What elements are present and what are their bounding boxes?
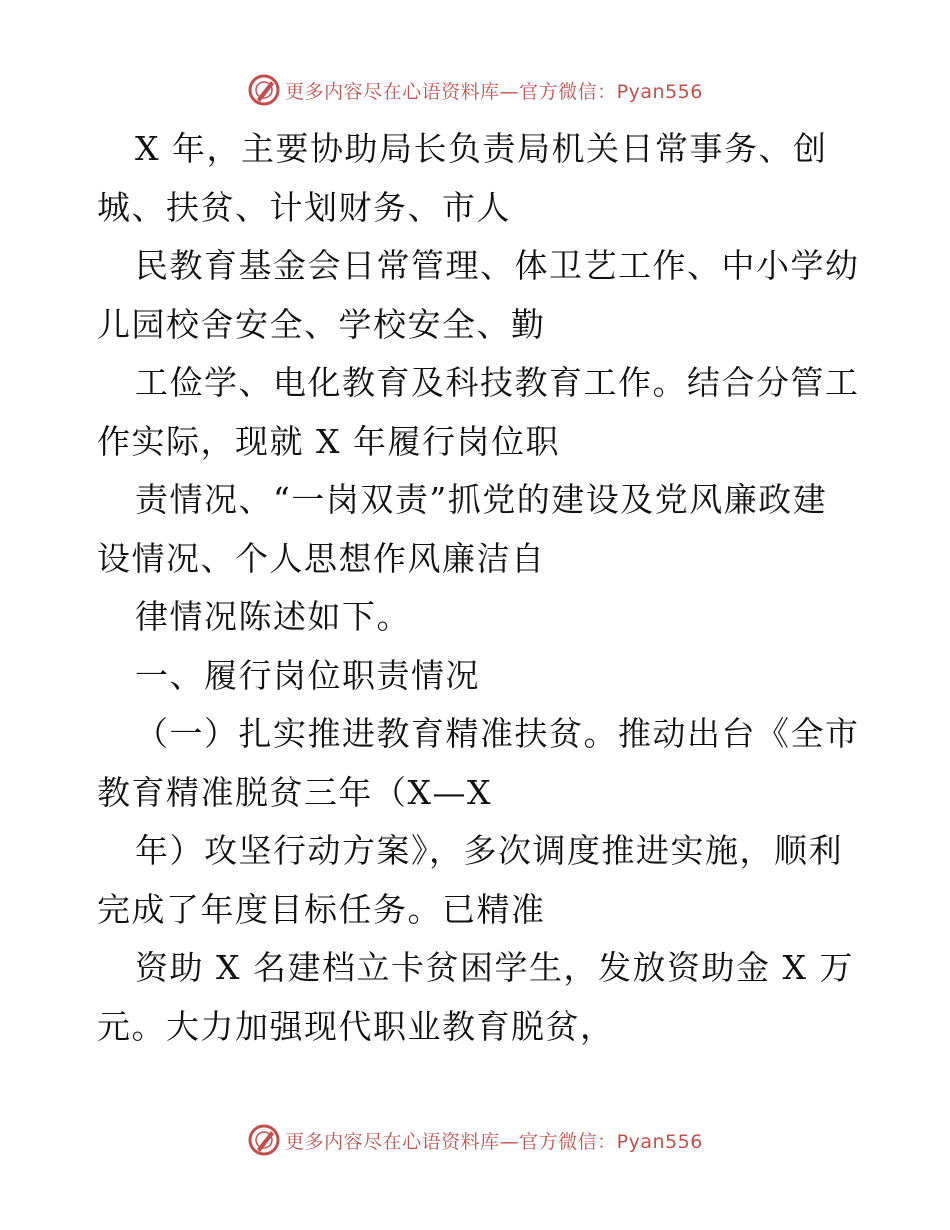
- watermark-text: 更多内容尽在心语资料库—官方微信：Pyan556: [285, 1130, 703, 1153]
- text-line: X 年，主要协助局长负责局机关日常事务、创: [135, 129, 828, 168]
- text-line: 责情况、“一岗双责”抓党的建设及党风廉政建: [135, 480, 828, 519]
- pen-logo-icon: [247, 73, 281, 107]
- section-heading: 一、履行岗位职责情况: [135, 655, 480, 695]
- text-line: 作实际，现就 X 年履行岗位职: [97, 421, 560, 461]
- text-line: 律情况陈述如下。: [135, 597, 411, 636]
- text-line: 资助 X 名建档立卡贫困学生，发放资助金 X 万: [135, 948, 854, 987]
- text-line: 教育精准脱贫三年（X—X: [97, 772, 492, 812]
- watermark-banner-top: [0, 70, 950, 110]
- pen-logo-icon: [247, 1123, 281, 1157]
- watermark-banner-bottom: [0, 1120, 950, 1160]
- text-line: 民教育基金会日常管理、体卫艺工作、中小学幼: [135, 246, 860, 285]
- text-line: 设情况、个人思想作风廉洁自: [97, 538, 546, 578]
- document-body: [97, 120, 860, 1056]
- text-line: 完成了年度目标任务。已精准: [97, 889, 546, 929]
- watermark-text: 更多内容尽在心语资料库—官方微信：Pyan556: [285, 80, 703, 103]
- text-line: （一）扎实推进教育精准扶贫。推动出台《全市: [135, 714, 860, 753]
- text-line: 儿园校舍安全、学校安全、勤: [97, 304, 546, 344]
- text-line: 城、扶贫、计划财务、市人: [97, 187, 511, 227]
- text-line: 工俭学、电化教育及科技教育工作。结合分管工: [135, 363, 860, 402]
- text-line: 年）攻坚行动方案》，多次调度推进实施，顺利: [135, 831, 843, 870]
- text-line: 元。大力加强现代职业教育脱贫，: [97, 1006, 615, 1046]
